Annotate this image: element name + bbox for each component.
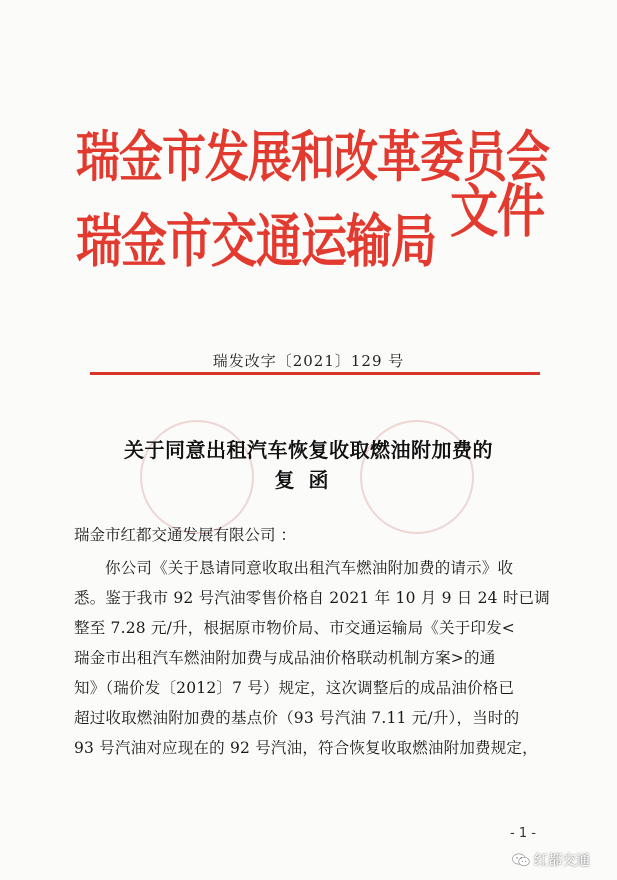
document-title-line-2: 复函 xyxy=(274,468,343,492)
body-line: 瑞金市出租汽车燃油附加费与成品油价格联动机制方案>的通 xyxy=(74,649,496,667)
issuer-name-transport-bureau: 瑞金市交通运输局 xyxy=(76,207,436,275)
addressee: 瑞金市红都交通发展有限公司 ： xyxy=(74,526,296,544)
body-paragraph xyxy=(74,553,570,763)
wechat-icon xyxy=(512,853,530,867)
body-line: 超过收取燃油附加费的基点价（93 号汽油 7.11 元/升），当时的 xyxy=(74,709,520,727)
body-line: 93 号汽油对应现在的 92 号汽油，符合恢复收取燃油附加费规定， xyxy=(74,739,538,757)
body-line: 你公司《关于恳请同意收取出租汽车燃油附加费的请示》收 xyxy=(105,559,514,577)
body-line: 整至 7.28 元/升，根据原市物价局、市交通运输局《关于印发< xyxy=(74,619,515,637)
document-title-line-1: 关于同意出租汽车恢复收取燃油附加费的 xyxy=(124,438,493,462)
red-divider-line xyxy=(90,372,540,375)
issuer-name-development-reform: 瑞金市发展和改革委员会 xyxy=(76,125,549,190)
document-kind: 文件 xyxy=(450,178,545,246)
body-line: 悉。鉴于我市 92 号汽油零售价格自 2021 年 10 月 9 日 24 时已调 xyxy=(74,589,550,607)
page-number: - 1 - xyxy=(510,826,536,841)
watermark-label: 红都交通 xyxy=(534,853,590,869)
body-line: 知》（瑞价发〔2012〕7 号）规定，这次调整后的成品油价格已 xyxy=(74,679,515,697)
document-number: 瑞发改字〔2021〕129 号 xyxy=(212,352,405,370)
source-watermark xyxy=(512,850,590,870)
